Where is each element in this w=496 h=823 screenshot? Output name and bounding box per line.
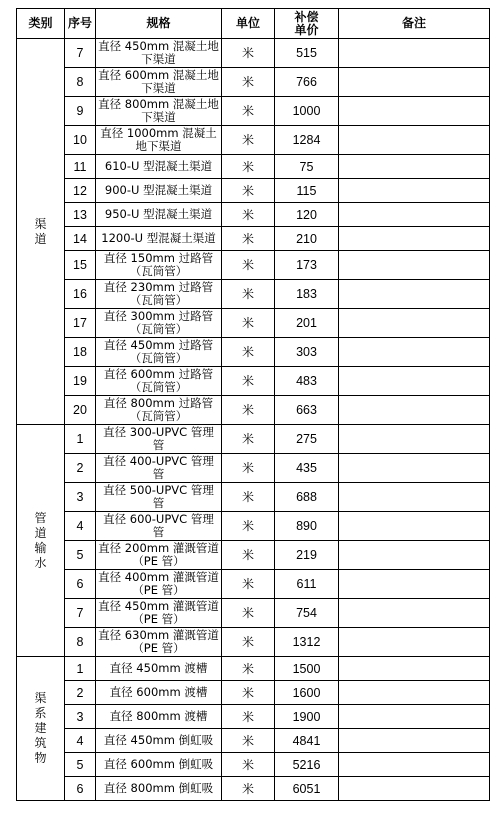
spec-cell: 950-U 型混凝土渠道 [96,203,222,227]
price-cell: 6051 [275,777,339,801]
seq-cell: 5 [65,541,96,570]
unit-cell: 米 [222,454,275,483]
table-row [17,309,490,338]
unit-cell: 米 [222,777,275,801]
category-cell [17,425,65,657]
seq-cell: 18 [65,338,96,367]
spec-cell: 900-U 型混凝土渠道 [96,179,222,203]
table-row [17,681,490,705]
spec-cell: 直径 500-UPVC 管理管 [96,483,222,512]
remark-cell [339,705,490,729]
spec-cell: 1200-U 型混凝土渠道 [96,227,222,251]
table-row [17,705,490,729]
seq-cell: 15 [65,251,96,280]
unit-cell: 米 [222,203,275,227]
price-cell: 4841 [275,729,339,753]
price-cell: 688 [275,483,339,512]
category-label: 渠道 [34,216,47,246]
spec-cell: 直径 600mm 渡槽 [96,681,222,705]
price-cell: 1600 [275,681,339,705]
unit-cell: 米 [222,729,275,753]
seq-cell: 10 [65,126,96,155]
seq-cell: 6 [65,777,96,801]
table-row [17,155,490,179]
price-cell: 275 [275,425,339,454]
price-cell: 120 [275,203,339,227]
remark-cell [339,203,490,227]
table-row [17,396,490,425]
seq-cell: 4 [65,512,96,541]
remark-cell [339,681,490,705]
price-cell: 1284 [275,126,339,155]
unit-cell: 米 [222,338,275,367]
seq-cell: 8 [65,628,96,657]
price-cell: 515 [275,39,339,68]
remark-cell [339,729,490,753]
price-cell: 201 [275,309,339,338]
unit-cell: 米 [222,97,275,126]
category-cell [17,39,65,425]
seq-cell: 2 [65,454,96,483]
unit-cell: 米 [222,628,275,657]
table-row [17,454,490,483]
remark-cell [339,126,490,155]
price-cell: 1500 [275,657,339,681]
table-row [17,753,490,777]
unit-cell: 米 [222,570,275,599]
price-cell: 435 [275,454,339,483]
remark-cell [339,454,490,483]
header-seq: 序号 [65,9,96,39]
table-row [17,97,490,126]
seq-cell: 3 [65,705,96,729]
remark-cell [339,39,490,68]
unit-cell: 米 [222,753,275,777]
unit-cell: 米 [222,126,275,155]
seq-cell: 11 [65,155,96,179]
unit-cell: 米 [222,541,275,570]
spec-cell: 直径 450mm 过路管（瓦筒管） [96,338,222,367]
spec-cell: 直径 630mm 灌溉管道（PE 管） [96,628,222,657]
unit-cell: 米 [222,483,275,512]
unit-cell: 米 [222,251,275,280]
remark-cell [339,512,490,541]
seq-cell: 20 [65,396,96,425]
unit-cell: 米 [222,705,275,729]
seq-cell: 17 [65,309,96,338]
remark-cell [339,227,490,251]
compensation-table [16,8,490,801]
header-row [17,9,490,39]
remark-cell [339,367,490,396]
seq-cell: 7 [65,39,96,68]
price-cell: 483 [275,367,339,396]
remark-cell [339,338,490,367]
unit-cell: 米 [222,280,275,309]
unit-cell: 米 [222,396,275,425]
seq-cell: 4 [65,729,96,753]
spec-cell: 直径 230mm 过路管（瓦筒管） [96,280,222,309]
price-cell: 1312 [275,628,339,657]
price-cell: 1900 [275,705,339,729]
remark-cell [339,425,490,454]
price-cell: 183 [275,280,339,309]
remark-cell [339,777,490,801]
spec-cell: 直径 600-UPVC 管理管 [96,512,222,541]
seq-cell: 3 [65,483,96,512]
price-cell: 5216 [275,753,339,777]
unit-cell: 米 [222,599,275,628]
table-row [17,338,490,367]
spec-cell: 直径 400-UPVC 管理管 [96,454,222,483]
unit-cell: 米 [222,227,275,251]
table-row [17,367,490,396]
header-category: 类别 [17,9,65,39]
price-cell: 1000 [275,97,339,126]
price-cell: 75 [275,155,339,179]
remark-cell [339,309,490,338]
price-cell: 611 [275,570,339,599]
spec-cell: 直径 150mm 过路管（瓦筒管） [96,251,222,280]
table-row [17,203,490,227]
table-row [17,729,490,753]
header-unit: 单位 [222,9,275,39]
category-label: 渠系建筑物 [34,691,47,765]
price-cell: 115 [275,179,339,203]
seq-cell: 19 [65,367,96,396]
remark-cell [339,599,490,628]
spec-cell: 直径 450mm 灌溉管道（PE 管） [96,599,222,628]
table-row [17,541,490,570]
unit-cell: 米 [222,367,275,396]
remark-cell [339,68,490,97]
seq-cell: 6 [65,570,96,599]
seq-cell: 14 [65,227,96,251]
table-row [17,280,490,309]
unit-cell: 米 [222,425,275,454]
remark-cell [339,628,490,657]
spec-cell: 直径 450mm 混凝土地下渠道 [96,39,222,68]
unit-cell: 米 [222,512,275,541]
spec-cell: 直径 800mm 混凝土地下渠道 [96,97,222,126]
table-row [17,68,490,97]
seq-cell: 1 [65,657,96,681]
spec-cell: 直径 400mm 灌溉管道（PE 管） [96,570,222,599]
unit-cell: 米 [222,155,275,179]
table-body [17,39,490,801]
table-row [17,512,490,541]
spec-cell: 直径 600mm 倒虹吸 [96,753,222,777]
header-remark: 备注 [339,9,490,39]
seq-cell: 7 [65,599,96,628]
seq-cell: 13 [65,203,96,227]
table-row [17,39,490,68]
seq-cell: 16 [65,280,96,309]
price-cell: 210 [275,227,339,251]
spec-cell: 直径 300-UPVC 管理管 [96,425,222,454]
category-cell [17,657,65,801]
table-row [17,251,490,280]
header-price: 补偿单价 [275,9,339,39]
remark-cell [339,251,490,280]
table-row [17,657,490,681]
spec-cell: 直径 600mm 过路管（瓦筒管） [96,367,222,396]
category-label: 管道输水 [34,510,47,570]
table-row [17,126,490,155]
price-cell: 754 [275,599,339,628]
spec-cell: 直径 200mm 灌溉管道（PE 管） [96,541,222,570]
unit-cell: 米 [222,657,275,681]
price-cell: 219 [275,541,339,570]
unit-cell: 米 [222,681,275,705]
remark-cell [339,396,490,425]
price-cell: 890 [275,512,339,541]
seq-cell: 2 [65,681,96,705]
table-row [17,570,490,599]
spec-cell: 直径 300mm 过路管（瓦筒管） [96,309,222,338]
remark-cell [339,97,490,126]
remark-cell [339,657,490,681]
seq-cell: 5 [65,753,96,777]
remark-cell [339,541,490,570]
remark-cell [339,483,490,512]
spec-cell: 直径 800mm 过路管（瓦筒管） [96,396,222,425]
table-row [17,227,490,251]
remark-cell [339,280,490,309]
price-cell: 173 [275,251,339,280]
remark-cell [339,155,490,179]
price-cell: 303 [275,338,339,367]
spec-cell: 直径 600mm 混凝土地下渠道 [96,68,222,97]
table-row [17,425,490,454]
price-cell: 766 [275,68,339,97]
seq-cell: 9 [65,97,96,126]
header-spec: 规格 [96,9,222,39]
table-row [17,179,490,203]
table-row [17,599,490,628]
table-row [17,777,490,801]
remark-cell [339,179,490,203]
seq-cell: 1 [65,425,96,454]
unit-cell: 米 [222,68,275,97]
spec-cell: 610-U 型混凝土渠道 [96,155,222,179]
spec-cell: 直径 800mm 渡槽 [96,705,222,729]
table-row [17,628,490,657]
remark-cell [339,753,490,777]
remark-cell [339,570,490,599]
seq-cell: 12 [65,179,96,203]
price-cell: 663 [275,396,339,425]
spec-cell: 直径 1000mm 混凝土地下渠道 [96,126,222,155]
spec-cell: 直径 450mm 渡槽 [96,657,222,681]
spec-cell: 直径 450mm 倒虹吸 [96,729,222,753]
spec-cell: 直径 800mm 倒虹吸 [96,777,222,801]
table-row [17,483,490,512]
unit-cell: 米 [222,179,275,203]
unit-cell: 米 [222,39,275,68]
unit-cell: 米 [222,309,275,338]
seq-cell: 8 [65,68,96,97]
